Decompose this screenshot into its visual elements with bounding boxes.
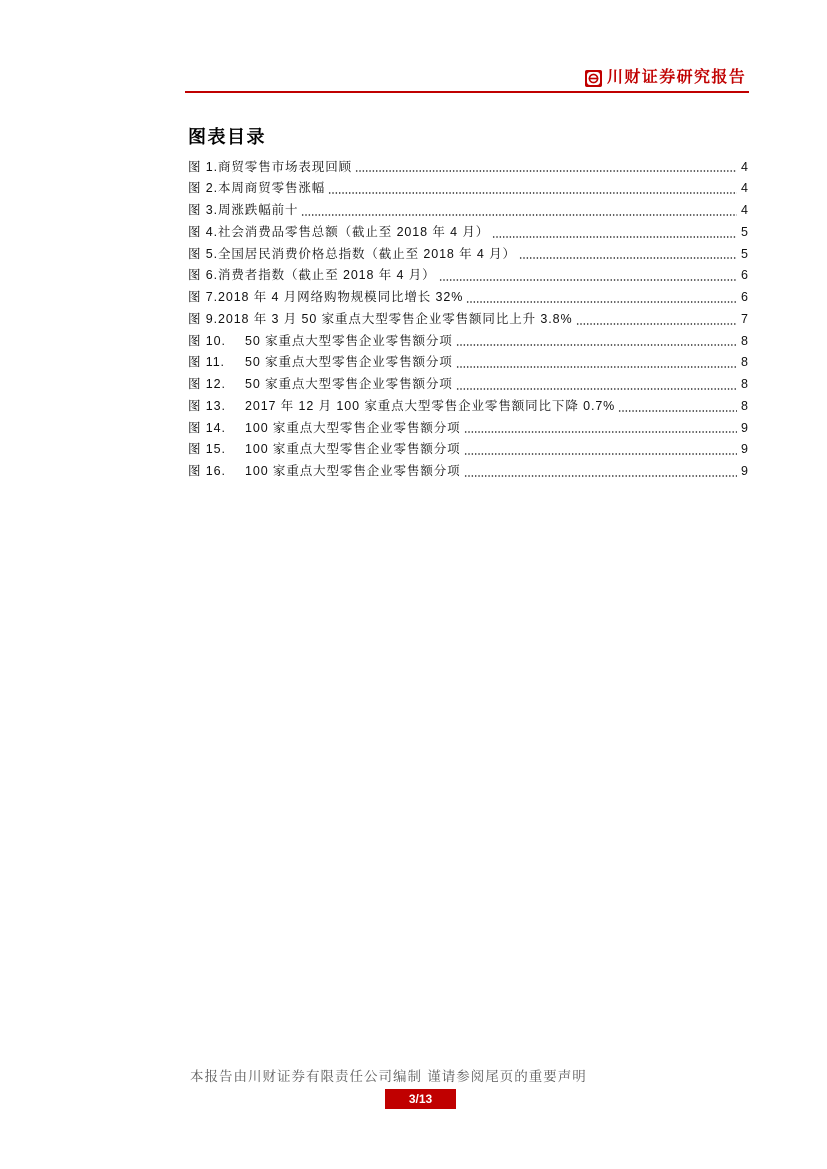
toc-entry-label: 图 12. <box>188 377 226 391</box>
toc-entry-page: 4 <box>741 159 748 174</box>
toc-heading: 图表目录 <box>188 127 266 147</box>
dot-leader <box>456 366 737 368</box>
dot-leader <box>355 170 737 172</box>
page-number-badge: 3/13 <box>385 1089 456 1109</box>
toc-entry-title: 社会消费品零售总额（截止至 2018 年 4 月） <box>218 224 490 239</box>
dot-leader <box>456 344 737 346</box>
dot-leader <box>576 323 738 325</box>
toc-entry-label: 图 14. <box>188 420 226 435</box>
toc-entry-label: 图 16. <box>188 464 226 478</box>
toc-entry-page: 7 <box>741 311 748 326</box>
toc-entry-title: 2017 年 12 月 100 家重点大型零售企业零售额同比下降 0.7% <box>245 398 616 413</box>
toc-entry-label: 图 10. <box>188 333 226 348</box>
toc-entry-label: 图 6. <box>188 268 218 283</box>
toc-entry[interactable] <box>188 244 748 266</box>
header-divider <box>185 91 749 93</box>
toc-entry-label: 图 7. <box>188 290 218 304</box>
toc-entry[interactable] <box>188 222 748 244</box>
dot-leader <box>466 301 737 303</box>
toc-entry-page: 8 <box>741 377 748 391</box>
toc-entry[interactable] <box>188 331 748 353</box>
toc-entry[interactable] <box>188 374 748 396</box>
toc-entry-page: 8 <box>741 398 748 413</box>
toc-entry-label: 图 4. <box>188 224 218 239</box>
toc-entry[interactable] <box>188 418 748 440</box>
toc-entry-label: 图 5. <box>188 246 218 261</box>
toc-entry-page: 9 <box>741 442 748 457</box>
toc-entry-page: 8 <box>741 355 748 370</box>
toc-entry[interactable] <box>188 309 748 331</box>
toc-entry-title: 全国居民消费价格总指数（截止至 2018 年 4 月） <box>218 246 516 261</box>
toc-entry-title: 本周商贸零售涨幅 <box>218 181 326 196</box>
dot-leader <box>328 192 737 194</box>
toc-entry[interactable] <box>188 265 748 287</box>
toc-entry-label: 图 9. <box>188 311 218 326</box>
footer-disclaimer: 本报告由川财证券有限责任公司编制 谨请参阅尾页的重要声明 <box>190 1069 587 1085</box>
toc-entry-title: 50 家重点大型零售企业零售额分项 <box>245 377 453 391</box>
dot-leader <box>519 257 737 259</box>
toc-entry-page: 9 <box>741 464 748 478</box>
toc-entry-page: 4 <box>741 181 748 196</box>
table-of-figures <box>188 157 748 483</box>
dot-leader <box>464 431 738 433</box>
toc-entry-label: 图 15. <box>188 442 226 457</box>
toc-entry-label: 图 13. <box>188 398 226 413</box>
toc-entry-title: 100 家重点大型零售企业零售额分项 <box>245 464 461 478</box>
dot-leader <box>464 475 738 477</box>
toc-entry-page: 5 <box>741 224 748 239</box>
report-brand-title: 川财证券研究报告 <box>607 69 747 86</box>
toc-entry-page: 4 <box>741 203 748 217</box>
toc-entry-title: 100 家重点大型零售企业零售额分项 <box>245 420 461 435</box>
toc-entry[interactable] <box>188 178 748 200</box>
chuancai-logo-icon <box>585 70 602 87</box>
dot-leader <box>439 279 737 281</box>
toc-entry-page: 9 <box>741 420 748 435</box>
toc-entry[interactable] <box>188 287 748 309</box>
toc-entry-label: 图 2. <box>188 181 218 196</box>
toc-entry[interactable] <box>188 396 748 418</box>
toc-entry-title: 商贸零售市场表现回顾 <box>218 159 353 174</box>
toc-entry-title: 50 家重点大型零售企业零售额分项 <box>245 333 453 348</box>
toc-entry-label: 图 1. <box>188 159 218 174</box>
toc-entry-title: 周涨跌幅前十 <box>218 203 299 217</box>
toc-entry-page: 8 <box>741 333 748 348</box>
toc-entry-title: 50 家重点大型零售企业零售额分项 <box>245 355 453 370</box>
toc-entry-title: 2018 年 3 月 50 家重点大型零售企业零售额同比上升 3.8% <box>218 311 573 326</box>
toc-entry-page: 6 <box>741 268 748 283</box>
toc-entry[interactable] <box>188 352 748 374</box>
dot-leader <box>464 453 738 455</box>
toc-entry-page: 5 <box>741 246 748 261</box>
dot-leader <box>301 214 737 216</box>
dot-leader <box>456 388 737 390</box>
dot-leader <box>618 410 737 412</box>
toc-entry[interactable] <box>188 200 748 222</box>
toc-entry-title: 2018 年 4 月网络购物规模同比增长 32% <box>218 290 464 304</box>
toc-entry-title: 100 家重点大型零售企业零售额分项 <box>245 442 461 457</box>
toc-entry[interactable] <box>188 439 748 461</box>
toc-entry[interactable] <box>188 461 748 483</box>
toc-entry-label: 图 3. <box>188 203 218 217</box>
toc-entry-title: 消费者指数（截止至 2018 年 4 月） <box>218 268 436 283</box>
toc-entry-page: 6 <box>741 290 748 304</box>
toc-entry-label: 图 11. <box>188 355 225 370</box>
dot-leader <box>492 236 737 238</box>
toc-entry[interactable] <box>188 157 748 179</box>
